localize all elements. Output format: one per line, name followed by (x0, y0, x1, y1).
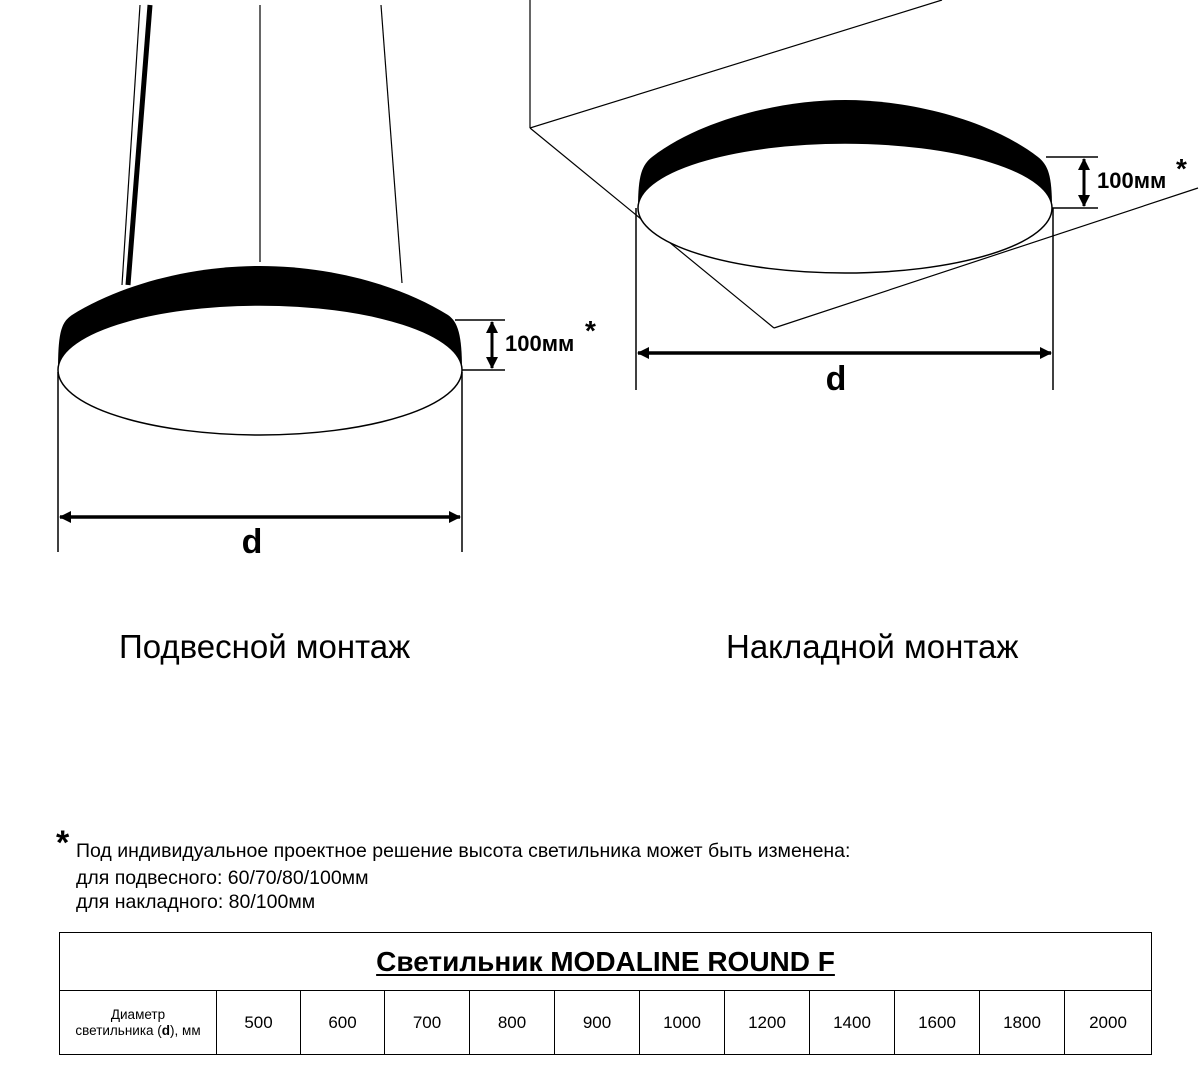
note-line-1: Под индивидуальное проектное решение высота светильника может быть изменена: (76, 840, 851, 862)
table-title (60, 933, 1152, 991)
pendant-height-label: 100мм (505, 331, 575, 356)
diameter-row (60, 991, 1152, 1055)
surface-diameter-label: d (825, 360, 847, 398)
surface-lamp-diffuser (638, 143, 1052, 273)
spec-table (59, 932, 1152, 1055)
note-line-3: для накладного: 80/100мм (76, 891, 316, 913)
diameter-value-cell: 1000 (640, 991, 725, 1055)
pendant-lamp-diffuser (58, 305, 462, 435)
diameter-value-cell: 1600 (895, 991, 980, 1055)
surface-caption: Накладной монтаж (726, 628, 1019, 665)
pendant-height-asterisk: * (585, 315, 596, 346)
surface-height-label: 100мм (1097, 168, 1167, 193)
pendant-caption: Подвесной монтаж (119, 628, 411, 665)
diameter-value-cell: 1400 (810, 991, 895, 1055)
diameter-label-prefix: светильника ( (75, 1022, 162, 1038)
note-asterisk: * (56, 824, 70, 862)
diameter-value-cell: 700 (385, 991, 470, 1055)
diameter-value-cell: 900 (555, 991, 640, 1055)
pendant-diameter-label: d (241, 523, 263, 561)
note-line-2: для подвесного: 60/70/80/100мм (76, 867, 369, 889)
surface-height-asterisk: * (1176, 153, 1187, 184)
surface-lamp-drawing (530, 0, 1198, 398)
diameter-label-cell (60, 991, 217, 1055)
diameter-value-cell: 1800 (980, 991, 1065, 1055)
pendant-lamp-drawing (58, 5, 596, 561)
diameter-label-line1: Диаметр (110, 1006, 166, 1022)
diameter-label-var: d (161, 1022, 171, 1038)
suspension-cable-right (381, 5, 402, 283)
diameter-label-suffix: ), мм (170, 1022, 201, 1038)
diameter-value-cell: 800 (470, 991, 555, 1055)
diameter-value-cell: 600 (301, 991, 385, 1055)
table-title-text: Светильник MODALINE ROUND F (376, 945, 835, 977)
diameter-value-cell: 500 (217, 991, 301, 1055)
diameter-value-cell: 1200 (725, 991, 810, 1055)
diameter-value-cell: 2000 (1065, 991, 1152, 1055)
